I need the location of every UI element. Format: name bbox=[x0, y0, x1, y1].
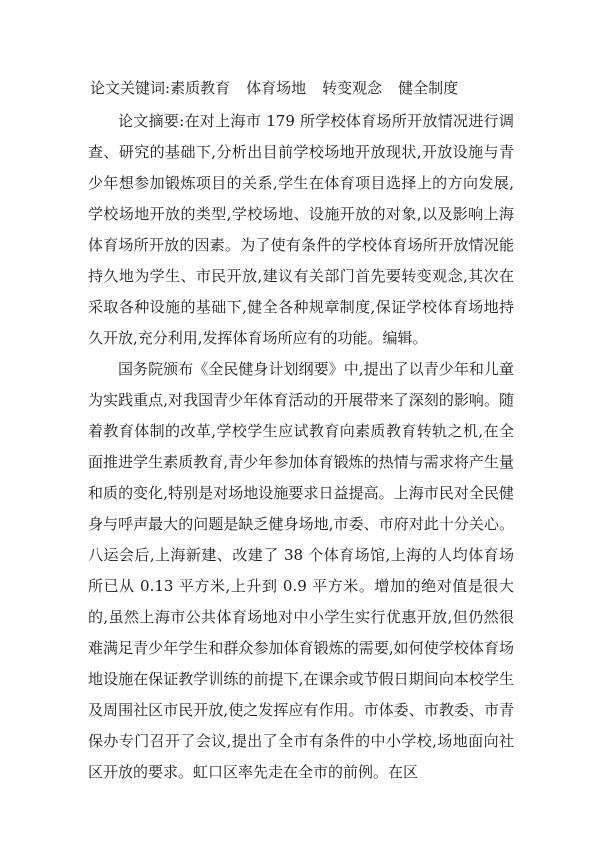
keyword-item: 转变观念 bbox=[322, 79, 383, 97]
keyword-item: 素质教育 bbox=[170, 79, 231, 97]
abstract-paragraph: 论文摘要:在对上海市 179 所学校体育场所开放情况进行调查、研究的基础下,分析出目前学校场地开放现状,开放设施与青少年想参加锻炼项目的关系,学生在体育项目选择上的方向发展,学校场地开放的类型,学校场地、设施开放的对象,以及影响上海体育场所开放的因素。为了使有条件的学校体育场所开放情况能持久地为学生、市民开放,建议有关部门首先要转变观念,其次在采取各种设施的基础下,健全各种规章制度,保证学校体育场地持久开放,充分利用,发挥体育场所应有的功能。编辑。 bbox=[88, 112, 514, 347]
keywords-line bbox=[90, 76, 530, 100]
body-paragraph: 国务院颁布《全民健身计划纲要》中,提出了以青少年和儿童为实践重点,对我国青少年体育活动的开展带来了深刻的影响。随着教育体制的改革,学校学生应试教育向素质教育转轨之机,在全面推进学生素质教育,青少年参加体育锻炼的热情与需求将产生量和质的变化,特别是对场地设施要求日益提高。上海市民对全民健身与呼声最大的问题是缺乏健身场地,市委、市府对此十分关心。八运会后,上海新建、改建了 38 个体育场馆,上海的人均体育场所已从 0.13 平方米,上升到 0.9 平方米。增加的绝对值是很大的,虽然上海市公共体育场地对中小学生实行优惠开放,但仍然很难满足青少年学生和群众参加体育锻炼的需要,如何使学校体育场地设施在保证教学训练的前提下,在课余或节假日期间向本校学生及周围社区市民开放,使之发挥应有作用。市体委、市教委、市青保办专门召开了会议,提出了全市有条件的中小学校,场地面向社区开放的要求。虹口区率先走在全市的前例。在区 bbox=[88, 360, 514, 781]
keyword-item: 健全制度 bbox=[398, 79, 459, 97]
keyword-item: 体育场地 bbox=[246, 79, 307, 97]
keywords-label: 论文关键词: bbox=[90, 79, 171, 97]
